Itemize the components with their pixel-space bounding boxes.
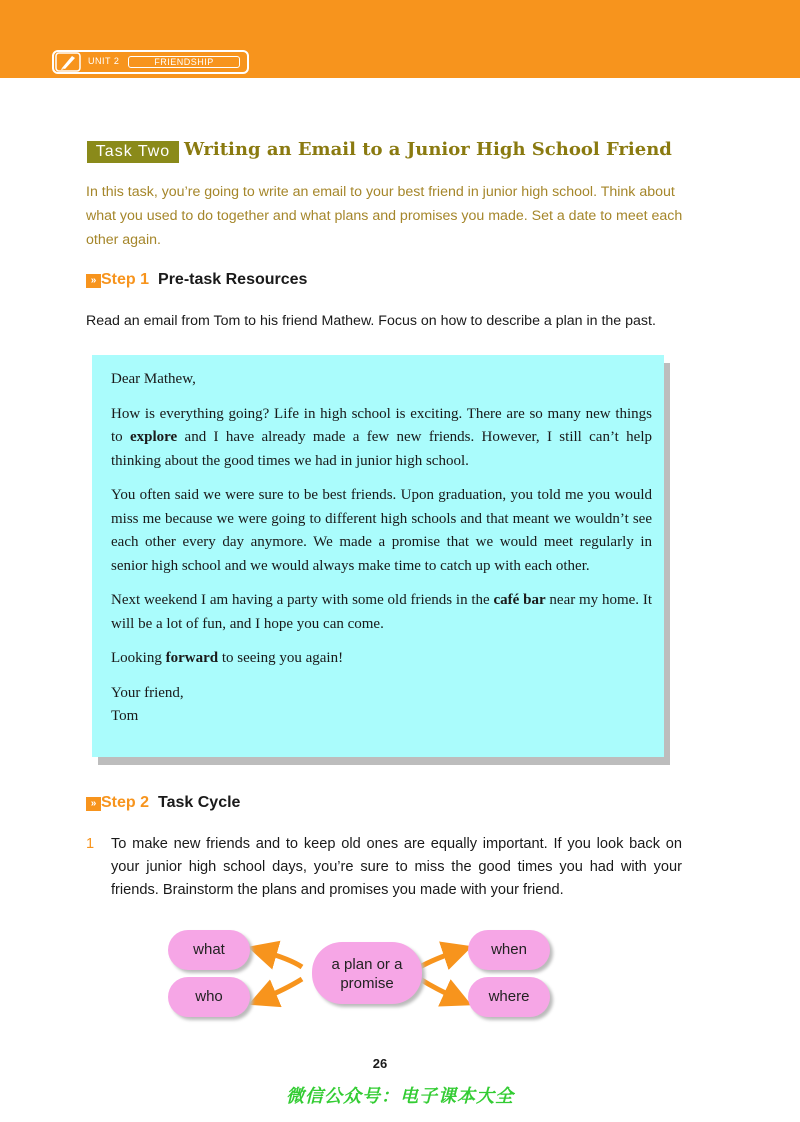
letter-signature: Tom (111, 708, 139, 724)
cloud-center (312, 942, 422, 1004)
center-line-1: a plan or a (331, 956, 403, 973)
letter-closing: Your friend, (111, 684, 184, 701)
email-letter (92, 355, 664, 757)
cloud-who: who (168, 977, 250, 1017)
item-number: 1 (86, 836, 95, 852)
step-2-label: Step 2 (101, 794, 150, 811)
letter-paragraph-3: Next weekend I am having a party with some old friends in the café bar near my home. It will be a lot of fun, and I hope you can come. (111, 592, 653, 632)
unit-tab (52, 50, 249, 74)
arrow-to-where (420, 979, 458, 999)
letter-paragraph-2: You often said we were sure to be best friends. Upon graduation, you told me you would miss me because we were going to different high schools and that meant we wouldn’t see each other every day anymore. We made a promise that we would meet regularly in senior high school and we would always make time to catch up with each other. (111, 487, 652, 574)
step-1-heading (86, 271, 307, 289)
task-intro: In this task, you’re going to write an email to your best friend in junior high school. Think about what you used to do together and what plans and promises you made. Set a date to meet each other again. (86, 184, 683, 248)
step-2-title: Task Cycle (158, 794, 241, 811)
cloud-what: what (168, 930, 250, 970)
letter-paragraph-4: Looking forward to seeing you again! (111, 650, 344, 666)
task-cycle-item (86, 833, 682, 902)
vocab-forward: forward (165, 650, 219, 666)
unit-label: UNIT 2 (88, 56, 120, 66)
double-chevron-icon: » (86, 797, 101, 811)
cloud-when: when (468, 930, 550, 970)
letter-paragraph-1: How is everything going? Life in high school is exciting. There are so many new things to explore and I have already made a few new friends. However, I still can’t help thinking about the good times we had in junior high school. (111, 405, 652, 469)
center-line-2: promise (340, 975, 394, 992)
cloud-where: where (468, 977, 550, 1017)
step-1-instruction: Read an email from Tom to his friend Mathew. Focus on how to describe a plan in the past. (86, 313, 656, 329)
watermark: 微信公众号：电子课本大全 (286, 1086, 514, 1107)
step-1-label: Step 1 (101, 271, 150, 288)
step-2-heading (86, 794, 240, 812)
arrow-to-who (262, 979, 302, 999)
item-text: To make new friends and to keep old ones are equally important. If you look back on your junior high school days, you’re sure to miss the good times you had with your friends. Brainstorm the plans and promises you made with your friend. (111, 836, 682, 898)
vocab-explore: explore (130, 429, 178, 445)
page-number: 26 (372, 1056, 388, 1071)
arrow-to-what (262, 951, 302, 967)
pen-nib-icon (54, 52, 84, 72)
vocab-cafe-bar: café bar (493, 592, 546, 608)
double-chevron-icon: » (86, 274, 101, 288)
arrow-to-when (420, 951, 458, 967)
task-badge: Task Two (87, 141, 179, 163)
task-title: Writing an Email to a Junior High School Friend (184, 139, 672, 160)
letter-greeting: Dear Mathew, (111, 371, 196, 387)
step-1-title: Pre-task Resources (158, 271, 308, 288)
unit-name: FRIENDSHIP (128, 56, 240, 68)
